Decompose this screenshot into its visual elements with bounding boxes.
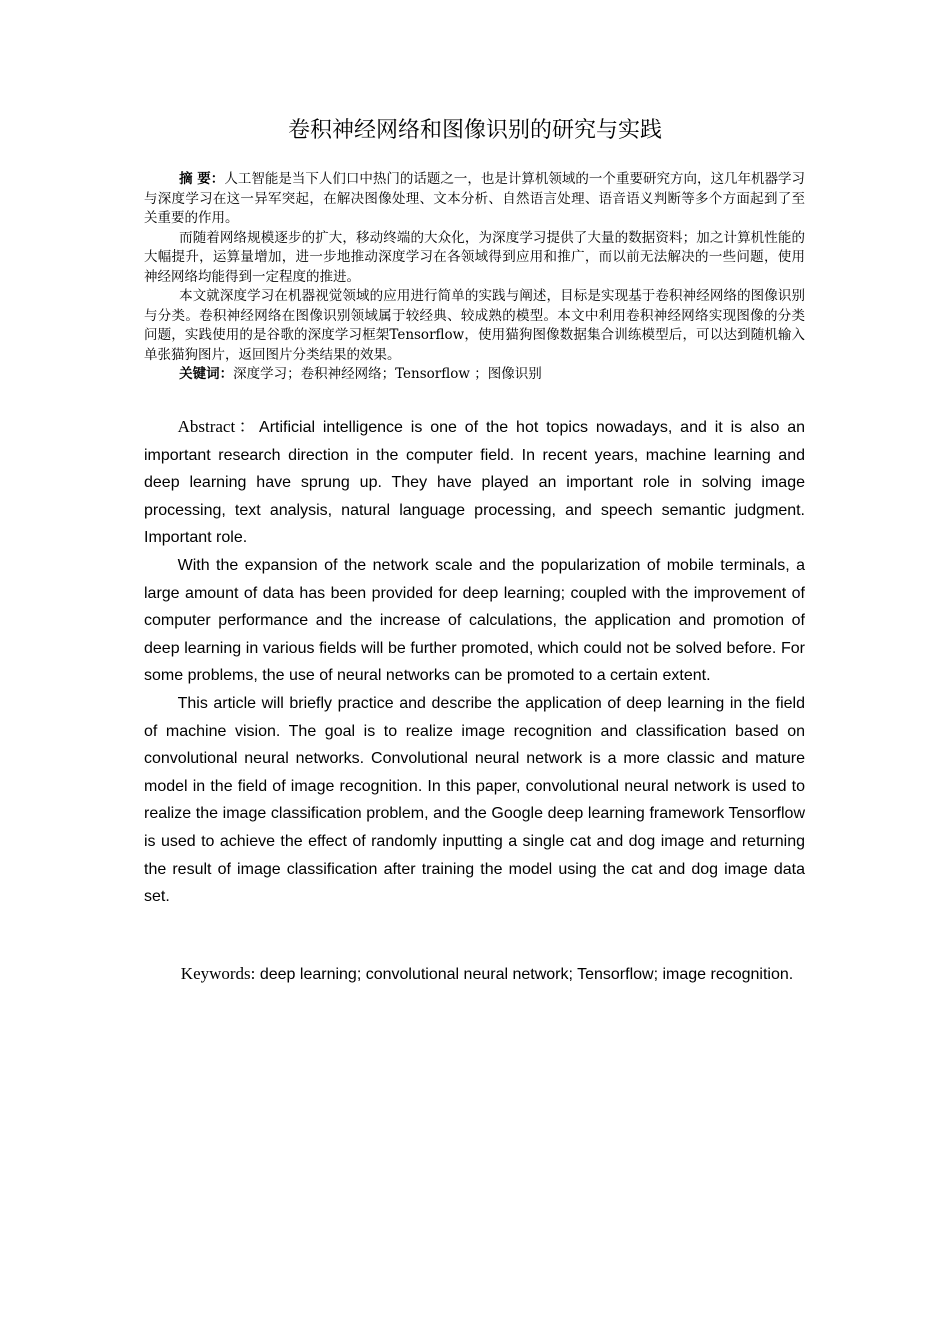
english-keywords	[144, 960, 805, 989]
english-abstract	[144, 413, 805, 911]
chinese-keywords	[144, 365, 805, 385]
chinese-abstract-paragraph-3: 本文就深度学习在机器视觉领域的应用进行简单的实践与阐述，目标是实现基于卷积神经网络的图像识别与分类。卷积神经网络在图像识别领域属于较经典、较成熟的模型。本文中利用卷积神经网络实现图像的分类问题，实践使用的是谷歌的深度学习框架Tensorflow，使用猫狗图像数据集合训练模型后，可以达到随机输入单张猫狗图片，返回图片分类结果的效果。	[144, 288, 805, 363]
chinese-abstract-text-1: 人工智能是当下人们口中热门的话题之一，也是计算机领域的一个重要研究方向，这几年机器学习与深度学习在这一异军突起，在解决图像处理、文本分析、自然语言处理、语音语义判断等多个方面起到了至关重要的作用。	[144, 171, 805, 226]
chinese-abstract-label: 摘 要：	[179, 171, 225, 187]
chinese-abstract-paragraph-1	[144, 170, 805, 229]
chinese-abstract-paragraph-2: 而随着网络规模逐步的扩大，移动终端的大众化，为深度学习提供了大量的数据资料；加之计算机性能的大幅提升，运算量增加，进一步地推动深度学习在各领域得到应用和推广，而以前无法解决的一些问题，使用神经网络均能得到一定程度的推进。	[144, 229, 805, 285]
english-abstract-paragraph-1	[144, 413, 805, 552]
english-keywords-label: Keywords:	[180, 964, 256, 983]
english-keywords-text: deep learning; convolutional neural network; Tensorflow; image recognition.	[255, 966, 794, 983]
english-abstract-label: Abstract：	[177, 417, 260, 436]
document-title: 卷积神经网络和图像识别的研究与实践	[287, 118, 662, 143]
chinese-keywords-text: 深度学习；卷积神经网络；Tensorflow ；图像识别	[233, 366, 542, 382]
english-abstract-paragraph-2: With the expansion of the network scale and the popularization of mobile terminals, a large amount of data has been provided for deep learning; coupled with the improvement of computer performance and the increase of calculations, the application and promotion of deep learning in various fields will be further promoted, which could not be solved before. For some problems, the use of neural networks can be promoted to a certain extent.	[144, 556, 805, 685]
english-abstract-paragraph-3: This article will briefly practice and describe the application of deep learning in the field of machine vision. The goal is to realize image recognition and classification based on convolutional neural networks. Convolutional neural network is a more classic and mature model in the field of image recognition. In this paper, convolutional neural network is used to realize the image classification problem, and the Google deep learning framework Tensorflow is used to achieve the effect of randomly inputting a single cat and dog image and returning the result of image classification after training the model using the cat and dog image data set.	[144, 694, 805, 906]
chinese-abstract	[144, 170, 805, 385]
english-abstract-text-1: Artificial intelligence is one of the hot topics nowadays, and it is also an important research direction in the computer field. In recent years, machine learning and deep learning have sprung up. They have played an important role in solving image processing, text analysis, natural language processing, and speech semantic judgment. Important role.	[144, 419, 805, 547]
chinese-keywords-label: 关键词：	[179, 366, 234, 382]
